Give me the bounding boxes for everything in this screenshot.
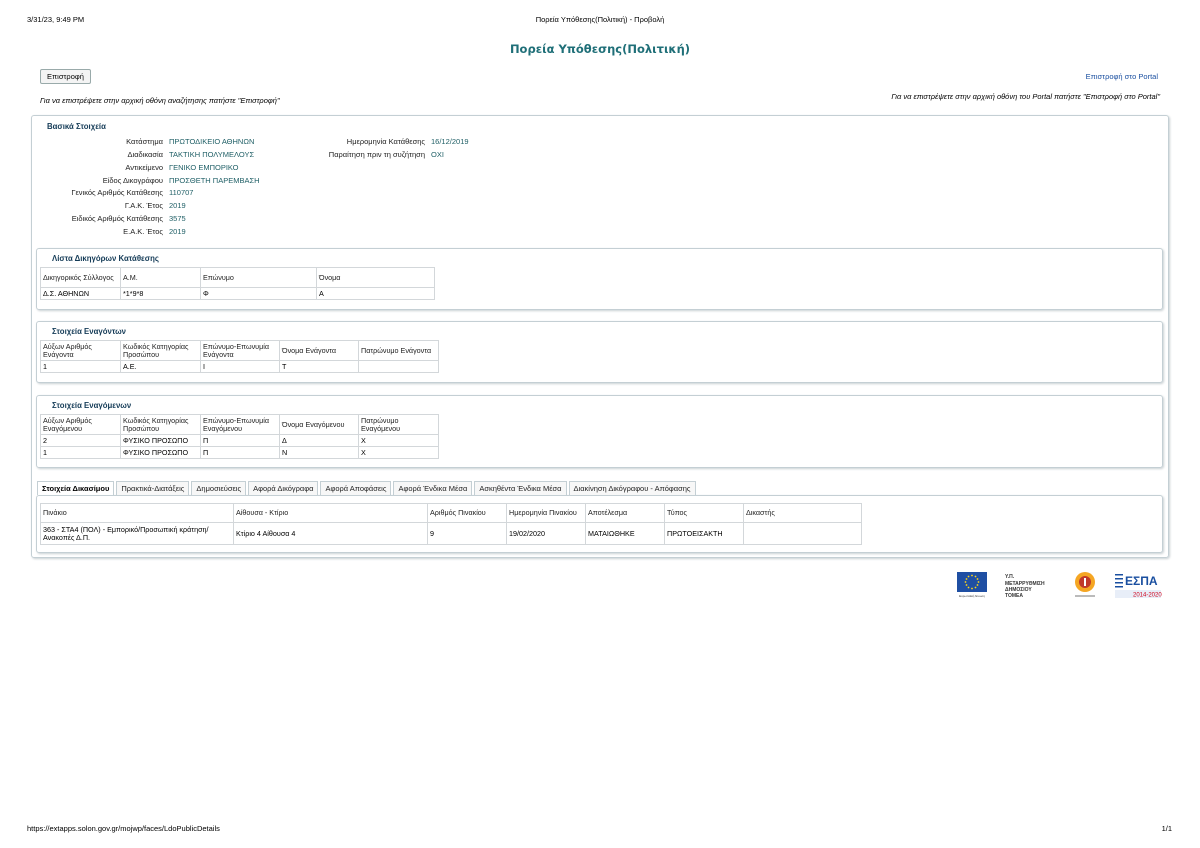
defendants-header: Όνομα Εναγόμενου [280, 415, 359, 435]
lawyers-header: Α.Μ. [121, 268, 201, 288]
table-cell [744, 523, 862, 545]
plaintiffs-header: Αύξων Αριθμός Ενάγοντα [41, 341, 121, 361]
field-value-withdrawal: ΟΧΙ [431, 150, 444, 159]
print-url: https://extapps.solon.gov.gr/mojwp/faces/LdoPublicDetails [27, 824, 220, 833]
hearing-panel [36, 495, 1163, 553]
lawyers-header: Δικηγορικός Σύλλογος [41, 268, 121, 288]
hearing-header: Αριθμός Πινακίου [428, 504, 507, 523]
page-title: Πορεία Υπόθεσης(Πολιτική) [509, 42, 691, 56]
info-point-logo [1075, 572, 1095, 597]
field-label-document-type: Είδος Δικογράφου [102, 176, 163, 185]
table-cell: ΜΑΤΑΙΩΘΗΚΕ [586, 523, 665, 545]
table-cell: Φ [201, 288, 317, 300]
hearing-header: Δικαστής [744, 504, 862, 523]
tab-related-appeals[interactable]: Αφορά Ένδικα Μέσα [393, 481, 472, 495]
tab-bar [37, 481, 698, 495]
table-cell: Π [201, 447, 280, 459]
table-cell: Δ.Σ. ΑΘΗΝΩΝ [41, 288, 121, 300]
espa-years: 2014-2020 [1133, 592, 1162, 599]
hearing-header: Πινάκιο [41, 504, 234, 523]
table-cell: Ν [280, 447, 359, 459]
back-button[interactable]: Επιστροφή [40, 69, 91, 84]
table-cell: Π [201, 435, 280, 447]
field-label-general-number: Γενικός Αριθμός Κατάθεσης [71, 188, 163, 197]
eu-flag-logo [957, 572, 987, 598]
table-row [41, 288, 435, 300]
field-label-subject: Αντικείμενο [125, 163, 163, 172]
table-cell: ΦΥΣΙΚΟ ΠΡΟΣΩΠΟ [121, 435, 201, 447]
eu-caption: Ευρωπαϊκή Ένωση [959, 594, 985, 598]
sponsor-logos [955, 570, 1165, 602]
table-cell: 1 [41, 361, 121, 373]
ministry-line4: ΤΟΜΕΑ [1005, 593, 1023, 599]
hearing-header: Αίθουσα - Κτίριο [234, 504, 428, 523]
table-cell: Χ [359, 447, 439, 459]
table-cell: ΦΥΣΙΚΟ ΠΡΟΣΩΠΟ [121, 447, 201, 459]
field-label-procedure: Διαδικασία [127, 150, 163, 159]
table-row [41, 447, 439, 459]
lawyers-table [40, 267, 435, 300]
table-cell: Ι [201, 361, 280, 373]
espa-logo [1115, 574, 1162, 599]
lawyers-section-title: Λίστα Δικηγόρων Κατάθεσης [52, 254, 159, 263]
tab-minutes-orders[interactable]: Πρακτικά-Διατάξεις [116, 481, 189, 495]
table-cell: Τ [280, 361, 359, 373]
defendants-section-title: Στοιχεία Εναγόμενων [52, 401, 132, 410]
defendants-header: Πατρώνυμο Εναγόμενου [359, 415, 439, 435]
table-cell: 19/02/2020 [507, 523, 586, 545]
plaintiffs-table [40, 340, 439, 373]
table-cell: Δ [280, 435, 359, 447]
basic-section-title: Βασικά Στοιχεία [47, 122, 106, 131]
ministry-line2: ΜΕΤΑΡΡΥΘΜΙΣΗ [1005, 581, 1045, 587]
table-row [41, 361, 439, 373]
field-value-special-number: 3575 [169, 214, 186, 223]
tab-hearing-details[interactable]: Στοιχεία Δικασίμου [37, 481, 114, 495]
table-cell: Χ [359, 435, 439, 447]
tab-related-documents[interactable]: Αφορά Δικόγραφα [248, 481, 318, 495]
portal-link[interactable]: Επιστροφή στο Portal [1085, 72, 1158, 81]
ministry-line3: ΔΗΜΟΣΙΟΥ [1005, 587, 1032, 593]
plaintiffs-header: Όνομα Ενάγοντα [280, 341, 359, 361]
defendants-header: Κωδικός Κατηγορίας Προσώπου [121, 415, 201, 435]
back-hint: Για να επιστρέψετε στην αρχική οθόνη αναζήτησης πατήστε "Επιστροφή" [40, 96, 280, 105]
lawyers-header: Όνομα [317, 268, 435, 288]
table-row [41, 523, 862, 545]
defendants-panel [36, 395, 1163, 468]
logos-svg [955, 570, 1165, 602]
table-cell: 9 [428, 523, 507, 545]
table-cell: ΠΡΩΤΟΕΙΣΑΚΤΗ [665, 523, 744, 545]
lawyers-header: Επώνυμο [201, 268, 317, 288]
defendants-header: Επώνυμο-Επωνυμία Εναγόμενου [201, 415, 280, 435]
table-row [41, 435, 439, 447]
tab-related-decisions[interactable]: Αφορά Αποφάσεις [320, 481, 391, 495]
plaintiffs-header: Επώνυμο-Επωνυμία Ενάγοντα [201, 341, 280, 361]
table-cell: Α [317, 288, 435, 300]
plaintiffs-panel [36, 321, 1163, 383]
print-title: Πορεία Υπόθεσης(Πολιτική) - Προβολή [535, 15, 665, 24]
field-label-special-number: Ειδικός Αριθμός Κατάθεσης [71, 214, 163, 223]
field-value-court: ΠΡΩΤΟΔΙΚΕΙΟ ΑΘΗΝΩΝ [169, 137, 255, 146]
hearing-header: Αποτέλεσμα [586, 504, 665, 523]
field-value-eak-year: 2019 [169, 227, 186, 236]
table-cell: *1*9*8 [121, 288, 201, 300]
field-label-withdrawal: Παραίτηση πριν τη συζήτηση [328, 150, 425, 159]
field-label-court: Κατάστημα [126, 137, 163, 146]
field-value-general-number: 110707 [169, 188, 194, 197]
field-label-gak-year: Γ.Α.Κ. Έτος [124, 201, 163, 210]
table-cell: 2 [41, 435, 121, 447]
ministry-line1: Υ.Π. [1005, 574, 1015, 580]
field-value-document-type: ΠΡΟΣΘΕΤΗ ΠΑΡΕΜΒΑΣΗ [169, 176, 260, 185]
hearing-table [40, 503, 862, 545]
field-value-procedure: ΤΑΚΤΙΚΗ ΠΟΛΥΜΕΛΟΥΣ [169, 150, 255, 159]
portal-hint: Για να επιστρέψετε στην αρχική οθόνη του Portal πατήστε "Επιστροφή στο Portal" [891, 92, 1160, 101]
table-cell: Κτίριο 4 Αίθουσα 4 [234, 523, 428, 545]
tab-filed-appeals[interactable]: Ασκηθέντα Ένδικα Μέσα [474, 481, 566, 495]
table-cell: Α.Ε. [121, 361, 201, 373]
hearing-header: Ημερομηνία Πινακίου [507, 504, 586, 523]
field-value-gak-year: 2019 [169, 201, 186, 210]
field-label-eak-year: Ε.Α.Κ. Έτος [123, 227, 163, 236]
print-datetime: 3/31/23, 9:49 PM [27, 15, 85, 24]
defendants-table [40, 414, 439, 459]
ministry-logo [1005, 574, 1045, 599]
espa-title: ΕΣΠΑ [1125, 574, 1158, 588]
plaintiffs-header: Πατρώνυμο Ενάγοντα [359, 341, 439, 361]
plaintiffs-header: Κωδικός Κατηγορίας Προσώπου [121, 341, 201, 361]
field-value-subject: ΓΕΝΙΚΟ ΕΜΠΟΡΙΚΟ [169, 163, 239, 172]
page-number: 1/1 [1161, 824, 1172, 833]
table-cell [359, 361, 439, 373]
hearing-header: Τύπος [665, 504, 744, 523]
lawyers-panel [36, 248, 1163, 310]
tab-document-movement[interactable]: Διακίνηση Δικόγραφου - Απόφασης [569, 481, 696, 495]
defendants-header: Αύξων Αριθμός Εναγόμενου [41, 415, 121, 435]
field-value-filing-date: 16/12/2019 [431, 137, 469, 146]
field-label-filing-date: Ημερομηνία Κατάθεσης [346, 137, 425, 146]
table-cell: 363 - ΣΤΑ4 (ΠΟΛ) - Εμπορικό/Προσωπική κράτηση/Ανακοπές Δ.Π. [41, 523, 234, 545]
plaintiffs-section-title: Στοιχεία Εναγόντων [52, 327, 127, 336]
tab-publications[interactable]: Δημοσιεύσεις [191, 481, 246, 495]
table-cell: 1 [41, 447, 121, 459]
